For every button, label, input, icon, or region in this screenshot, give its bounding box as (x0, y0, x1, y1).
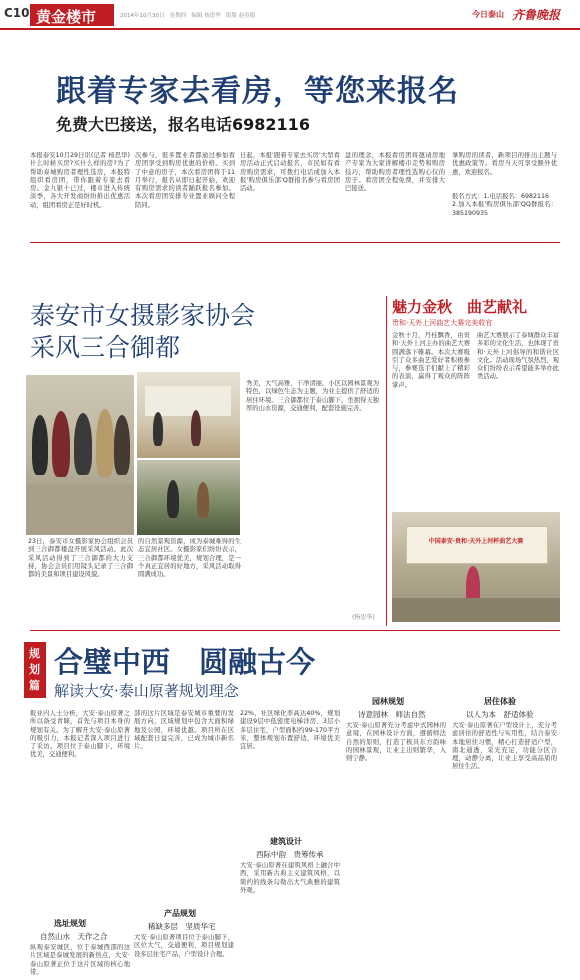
sidebar-column-2: 曲艺大赛展示了泰城群众丰富多彩的文化生活，也体现了贵和·天外上河倡导的和谐社区文化。活动现场气氛热烈，观众们纷纷表示希望能多举办此类活动。 (477, 332, 559, 381)
masthead-rule (0, 28, 580, 30)
plan-column-4: 大安·泰山原著充分考虑中式园林的意境，在园林设计方面，遵循师法自然的原则，打造了极具东方韵味的园林景观，让业主出则繁华，入则宁静。 (346, 722, 446, 763)
article-headline-line2: 采风三合御都 (30, 333, 181, 362)
article-headline: 跟着专家去看房，等您来报名 (56, 74, 459, 109)
plan-column-3: 22%，社区绿化率高达40%，规划建设9层中低密度电梯洋房、3层小多层住宅，户型面积约99-170平方米，整体规划布置舒适，环境优美宜居。 (240, 710, 340, 751)
subsection-title-living: 居住体验 (484, 697, 516, 706)
plan-column-1b: 纵观泰安城区，位于泰城西部的这片区域是泰城发展的新热点，大安·泰山原著正位于这片区域的核心地带。 (30, 944, 130, 976)
plan-column-2: 部的这片区域是泰安城市重要的发展方向，区域规划中包含大面积绿地及公园，环境优越。项目所在区域配套日益完善，已成为城市新名片。 (134, 710, 234, 751)
plan-column-1: 报业内人士分析，大安·泰山原著之所以备受青睐，首先与项目本身的规划有关。为了解开大安·泰山原著的吸引力，本报记者深入项目进行了采访。项目位于泰山脚下，环境优美，交通便利。 (30, 710, 130, 759)
section-title: 黄金楼市 (36, 8, 97, 26)
article3-subhead: 解读大安·泰山原著规划理念 (54, 682, 239, 700)
section-badge (30, 4, 114, 26)
subsection-title-site: 选址规划 (54, 919, 86, 928)
plan-column-5: 大安·泰山原著在户型设计上，充分考虑居住的舒适性与实用性，结合泰安本地居住习惯，精心打造舒适户型，南北通透，采光充足，功能分区合理，动静分离，让业主享受高品质的居住生活。 (452, 722, 557, 771)
paper-name-left: 今日泰山 (472, 10, 504, 19)
article-column-5: 拿购房的读者，新项目的推出主题与优惠政策等。看房当天可享受额外优惠，欢迎报名。 (452, 152, 557, 176)
article-column-3: 日起，本报'跟着专家去买房'大型看房活动正式启动报名，市民如有看房购房需求，可拨打电话或加入本报'购房俱乐部'Q群报名参与看房团活动。 (240, 152, 340, 193)
sidebar-column-1: 金秋十月，丹桂飘香，由贵和·天外上河主办的曲艺大赛圆满落下帷幕。本次大赛吸引了众多曲艺爱好者积极参与，参赛选手们献上了精彩的表演，赢得了观众的阵阵掌声。 (392, 332, 470, 389)
signup-info-1: 报名方式：1.电话报名：6982116 (452, 193, 550, 200)
photo-article-column-1: 23日，泰安市女摄影家协会组织会员到三合御都楼盘开展采风活动。此次采风活动得到了三合御都的大力支持，协会会员们用镜头记录了三合御都的美景和项目建设风貌。 (28, 538, 133, 579)
article-column-1: 本报泰安10月29日讯(记者 杨思华) 什么时候买房?买什么样的房?为了帮助泰城购房者理性选房，本报特组织看房团，带你跟着专家去看房。金九银十已过，楼市进入传统淡季，各大开发商纷纷推出优惠活动，组团看房正是好时机。 (30, 152, 130, 209)
sidebar-headline: 魅力金秋 曲艺献礼 (392, 298, 528, 316)
kicker-label: 规划篇 (29, 647, 40, 692)
subsection-title-landscape: 园林规划 (372, 697, 404, 706)
sidebar-vertical-rule (386, 296, 387, 626)
subsection-subtitle-landscape: 诗意园林 师法自然 (358, 710, 426, 719)
photo-garden (137, 460, 240, 535)
article-subhead: 免费大巴接送，报名电话6982116 (56, 115, 310, 134)
article-headline-line1: 泰安市女摄影家协会 (30, 301, 256, 330)
subsection-subtitle-site: 自然山水 天作之合 (40, 932, 108, 941)
subsection-title-architecture: 建筑设计 (270, 837, 302, 846)
subsection-subtitle-architecture: 西际中韵 贵筹传承 (256, 850, 324, 859)
issue-date: 2014年10月30日 (120, 13, 165, 19)
article-column-2: 次参与，很多置业者都通过参加看房团享受到购房优惠的价格。买到了中意的房子，本次看房团将于11月举行，报名从即日起开始，欢迎有购房需求的读者踊跃报名参加。本次看房团安排专业置业顾问全程陪同。 (135, 152, 235, 209)
article-group-tour (0, 32, 580, 232)
subsection-subtitle-living: 以人为本 舒适体验 (466, 710, 534, 719)
phone-number: 6982116 (232, 115, 310, 134)
stage-banner-text: 中国泰安·贵和·天外上河杯曲艺大赛 (428, 538, 524, 545)
section-divider-2 (30, 630, 560, 631)
paper-name-right: 齐鲁晚报 (512, 8, 561, 22)
photo-sales-office (137, 372, 240, 458)
section-divider (30, 242, 560, 243)
photo-article-column-2: 的自然景观资源，成为泰城难得的生态宜居社区。女摄影家们纷纷表示，三合御都环境优美，规划合理，是一个真正宜居的好地方，采风活动取得圆满成功。 (138, 538, 241, 579)
photo-group-photographers (26, 375, 134, 535)
photo-stage-contest (392, 512, 560, 622)
signup-info-2: 2.加入本报'购房俱乐部'QQ群报名：385190935 (452, 201, 557, 217)
sidebar-subhead: 贵和·天外上河曲艺大赛完美收官 (392, 319, 493, 327)
article3-headline: 合璧中西 圆融古今 (54, 645, 316, 679)
subsection-subtitle-product: 稀缺多层 坚质华宅 (148, 922, 216, 931)
masthead (0, 0, 580, 32)
page-number: C10 (4, 6, 30, 20)
article-column-4: 盘的理念，本报看房团将邀请房地产专家为大家讲解楼市走势和购房技巧，帮助购房者理性选购心仪的房子。看房团全程免费，并安排大巴接送。 (345, 152, 445, 193)
photo-article-column-3: 秀美，大气高雅，干净清丽，小区以园林景观为特色，以绿色生态为主题，为业主提供了舒适的居住环境。三合御都位于泰山脚下，坐拥得天独厚的山水资源，交通便利，配套设施完善。 (246, 380, 379, 412)
issue-weekday: 星期四 (169, 13, 187, 19)
plan-column-2b: 大安·泰山原著项目位于泰山脚下，区位大气，交通便利，项目规划建设多层住宅产品，户型设计合理。 (134, 934, 234, 958)
editor-credit: 编辑 杨思华 (191, 13, 221, 19)
proof-credit: 组版 赵春娟 (226, 13, 256, 19)
photo-credit: (杨思华) (352, 614, 375, 621)
kicker-badge (24, 642, 46, 698)
subsection-title-product: 产品规划 (164, 909, 196, 918)
plan-column-3b: 大安·泰山原著在建筑风格上融合中西，采用新古典主义建筑风格，以简约的线条勾勒出大气典雅的建筑外观。 (240, 862, 340, 894)
